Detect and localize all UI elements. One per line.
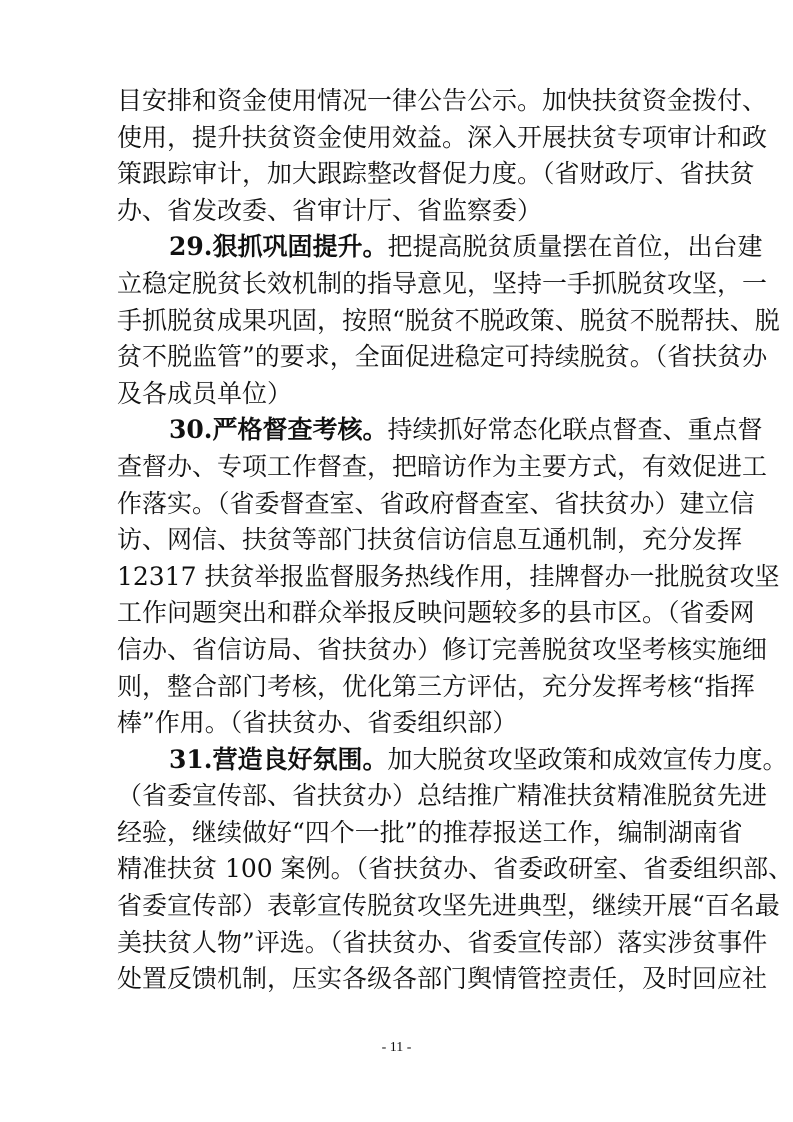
text-line: 则，整合部门考核，优化第三方评估，充分发挥考核“指挥 [117, 671, 755, 701]
text-span: 持续抓好常态化联点督查、重点督 [387, 415, 763, 445]
text-line: 信办、省信访局、省扶贫办）修订完善脱贫攻坚考核实施细 [117, 634, 768, 664]
text-line: 棒”作用。（省扶贫办、省委组织部） [117, 708, 518, 738]
text-line: 工作问题突出和群众举报反映问题较多的县市区。（省委网 [117, 598, 755, 628]
text-line: 省委宣传部）表彰宣传脱贫攻坚先进典型，继续开展“百名最 [117, 891, 780, 921]
item-30-heading-line [117, 412, 763, 449]
text-line: 处置反馈机制，压实各级各部门舆情管控责任，及时回应社 [117, 964, 768, 994]
text-line: 作落实。（省委督查室、省政府督查室、省扶贫办）建立信 [117, 488, 755, 518]
text-line: 贫不脱监管”的要求，全面促进稳定可持续脱贫。（省扶贫办 [117, 342, 768, 372]
text-span: 加大脱贫攻坚政策和成效宣传力度。 [387, 744, 788, 774]
item-31-title: 31.营造良好氛围。 [169, 744, 388, 774]
text-line: 及各成员单位） [117, 378, 293, 408]
text-line: 立稳定脱贫长效机制的指导意见，坚持一手抓脱贫攻坚，一 [117, 268, 768, 298]
text-span: 把提高脱贫质量摆在首位，出台建 [387, 232, 763, 262]
item-29-heading-line [117, 229, 763, 266]
text-line: （省委宣传部、省扶贫办）总结推广精准扶贫精准脱贫先进 [117, 781, 768, 811]
page-number: - 11 - [381, 1040, 412, 1055]
item-30-title: 30.严格督查考核。 [169, 415, 388, 445]
text-line: 经验，继续做好“四个一批”的推荐报送工作，编制湖南省 [117, 817, 743, 847]
text-line: 查督办、专项工作督查，把暗访作为主要方式，有效促进工 [117, 451, 768, 481]
text-line: 手抓脱贫成果巩固，按照“脱贫不脱政策、脱贫不脱帮扶、脱 [117, 305, 780, 335]
item-31-heading-line [117, 742, 788, 779]
text-line: 美扶贫人物”评选。（省扶贫办、省委宣传部）落实涉贫事件 [117, 927, 768, 957]
document-body [117, 83, 793, 998]
text-line: 目安排和资金使用情况一律公告公示。加快扶贫资金拨付、 [117, 86, 768, 115]
text-line: 精准扶贫 100 案例。（省扶贫办、省委政研室、省委组织部、 [117, 854, 793, 884]
text-line: 访、网信、扶贫等部门扶贫信访信息互通机制，充分发挥 [117, 525, 743, 555]
text-line: 办、省发改委、省审计厅、省监察委） [117, 195, 543, 225]
text-line: 使用，提升扶贫资金使用效益。深入开展扶贫专项审计和政 [117, 122, 768, 152]
text-line: 12317 扶贫举报监督服务热线作用，挂牌督办一批脱贫攻坚 [117, 561, 780, 591]
item-29-title: 29.狠抓巩固提升。 [169, 232, 388, 262]
text-line: 策跟踪审计，加大跟踪整改督促力度。（省财政厅、省扶贫 [117, 159, 755, 189]
